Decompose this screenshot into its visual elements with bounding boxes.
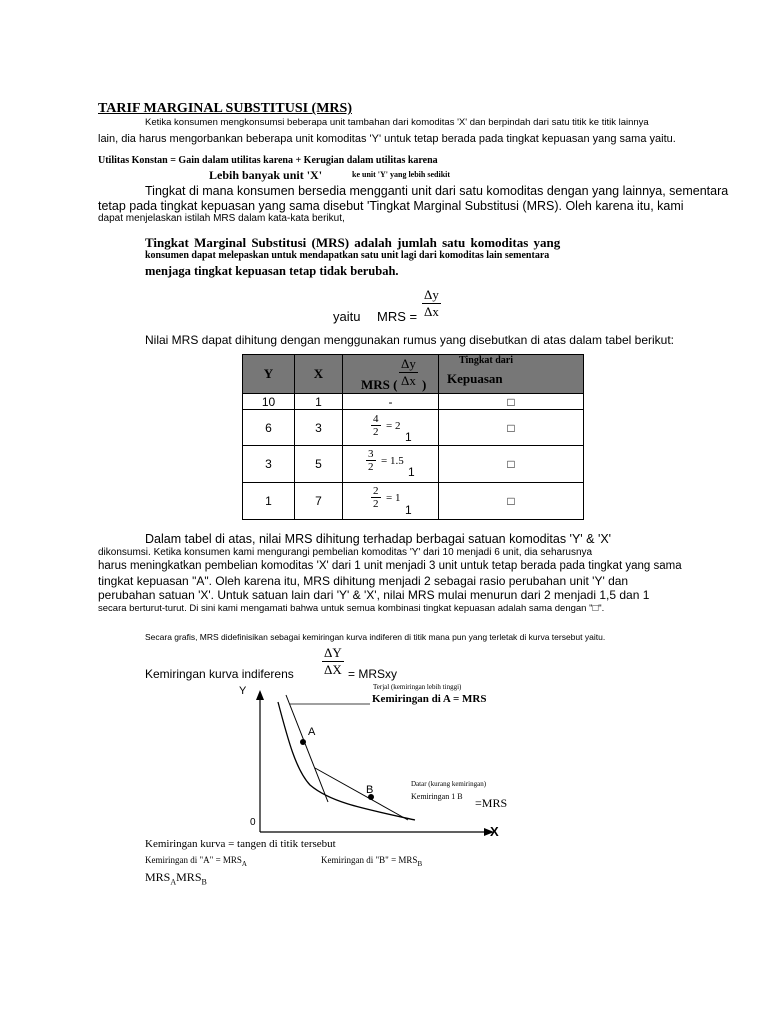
formula-lhs: MRS = <box>377 309 418 324</box>
para2-line-2: tetap pada tingkat kepuasan yang sama disebut 'Tingkat Marginal Substitusi (MRS). Oleh karena itu, kami <box>98 199 684 213</box>
formula-numerator: Δy <box>424 287 439 302</box>
mrs-num: 4 <box>373 413 379 425</box>
flat-note: Datar (kurang kemiringan) <box>411 780 487 788</box>
caption-slope-a-text: Kemiringan di "A" = MRS <box>145 855 242 865</box>
point-a-label: A <box>308 726 316 738</box>
cell-mrs <box>343 410 439 446</box>
cell-satisfaction: □ <box>439 446 584 483</box>
mrs-den: 2 <box>373 426 379 438</box>
indifference-curve-graph <box>230 680 520 840</box>
cell-x: 7 <box>295 483 343 520</box>
mrs-value: = 2 <box>386 420 401 432</box>
slope-equation: = MRSxy <box>348 667 398 681</box>
formula-prefix: yaitu <box>333 309 361 324</box>
tangent-b <box>315 768 408 820</box>
x-axis-label: X <box>490 824 499 839</box>
mrs-fraction <box>366 448 376 473</box>
header-sat-small: Tingkat dari <box>459 355 513 366</box>
caption-mrs-a-sub: A <box>170 877 177 887</box>
para3-line-3: harus meningkatkan pembelian komoditas 'X' dari 1 unit menjadi 3 unit untuk tetap berada pada tingkat yang sama <box>98 560 682 572</box>
definition-line-2: konsumen dapat melepaskan untuk mendapatkan satu unit lagi dari komoditas lain sementara <box>145 250 550 261</box>
y-axis-label: Y <box>239 685 247 697</box>
cell-y: 1 <box>243 483 295 520</box>
mrs-sub: 1 <box>405 503 412 517</box>
header-sat-big: Kepuasan <box>447 371 503 386</box>
header-mrs <box>343 355 439 394</box>
mrs-den: 2 <box>373 498 379 510</box>
cell-y: 6 <box>243 410 295 446</box>
slope-fraction <box>322 645 344 678</box>
header-mrs-suffix: ) <box>422 377 427 392</box>
flat-equation: =MRS <box>475 796 508 810</box>
para2-line-1: Tingkat di mana konsumen bersedia mengganti unit dari satu komoditas dengan yang lainnya, sementara <box>145 184 729 198</box>
cell-y: 3 <box>243 446 295 483</box>
utility-fewer-y: ke unit 'Y' yang lebih sedikit <box>352 170 451 179</box>
mrs-value: = 1 <box>386 492 401 504</box>
point-a-marker <box>300 739 306 745</box>
intro-line-2: lain, dia harus mengorbankan beberapa unit komoditas 'Y' untuk tetap berada pada tingkat kepuasan yang sama yaitu. <box>98 133 676 145</box>
caption-mrs-b: MRS <box>176 870 202 884</box>
para2-line-3: dapat menjelaskan istilah MRS dalam kata-kata berikut, <box>98 213 345 224</box>
tangent-a <box>286 695 328 802</box>
mrs-sub: 1 <box>405 430 412 444</box>
caption-mrs-a: MRS <box>145 870 171 884</box>
caption-slope-b <box>321 855 422 868</box>
para4: Secara grafis, MRS didefinisikan sebagai kemiringan kurva indiferen di titik mana pun yang terletak di kurva tersebut yaitu. <box>145 632 606 642</box>
page-title: TARIF MARGINAL SUBSTITUSI (MRS) <box>98 101 352 116</box>
table-row <box>243 394 584 410</box>
mrs-den: 2 <box>368 461 374 473</box>
cell-x: 3 <box>295 410 343 446</box>
utility-formula: Utilitas Konstan = Gain dalam utilitas karena + Kerugian dalam utilitas karena <box>98 155 438 166</box>
para3-line-6: secara berturut-turut. Di sini kami mengamati bahwa untuk semua kombinasi tingkat kepuasan adalah sama dengan "□". <box>98 603 605 614</box>
mrs-value: = 1.5 <box>381 455 404 467</box>
cell-y: 10 <box>243 394 295 410</box>
cell-satisfaction: □ <box>439 394 584 410</box>
caption-mrs-compare <box>145 870 207 886</box>
formula-denominator: Δx <box>424 304 439 319</box>
table-row <box>243 483 584 520</box>
slope-label: Kemiringan kurva indiferens <box>145 667 294 681</box>
para3-line-1: Dalam tabel di atas, nilai MRS dihitung terhadap berbagai satuan komoditas 'Y' & 'X' <box>145 532 612 546</box>
header-mrs-prefix: MRS ( <box>361 377 398 392</box>
caption-slope-a-sub: A <box>241 859 247 868</box>
table-header-row <box>243 355 584 394</box>
indifference-curve <box>278 702 415 820</box>
cell-satisfaction: □ <box>439 410 584 446</box>
header-mrs-num: Δy <box>401 356 416 371</box>
table-row <box>243 446 584 483</box>
para3-line-2: dikonsumsi. Ketika konsumen kami mengurangi pembelian komoditas 'Y' dari 10 menjadi 6 unit, dia seharusnya <box>98 547 593 558</box>
mrs-num: 3 <box>368 448 374 460</box>
cell-mrs <box>343 446 439 483</box>
header-x: X <box>295 355 343 394</box>
definition-line-1: Tingkat Marginal Substitusi (MRS) adalah jumlah satu komoditas yang <box>145 235 561 250</box>
mrs-fraction <box>371 485 381 510</box>
para3-line-4: tingkat kepuasan "A". Oleh karena itu, MRS dihitung menjadi 2 sebagai rasio perubahan unit 'Y' dan <box>98 574 629 588</box>
mrs-table <box>242 354 584 520</box>
flat-label: Kemiringan 1 B <box>411 792 463 801</box>
cell-satisfaction: □ <box>439 483 584 520</box>
utility-more-x: Lebih banyak unit 'X' <box>209 168 323 182</box>
table-row <box>243 410 584 446</box>
table-intro: Nilai MRS dapat dihitung dengan menggunakan rumus yang disebutkan di atas dalam tabel berikut: <box>145 333 674 347</box>
caption-slope-a <box>145 855 247 868</box>
header-mrs-fraction <box>399 356 418 389</box>
y-axis-arrow <box>256 690 264 700</box>
cell-mrs <box>343 483 439 520</box>
intro-line-1: Ketika konsumen mengkonsumsi beberapa unit tambahan dari komoditas 'X' dan berpindah dari satu titik ke titik lainnya <box>145 117 649 128</box>
definition-line-3: menjaga tingkat kepuasan tetap tidak berubah. <box>145 264 399 278</box>
point-b-label: B <box>366 784 374 796</box>
cell-mrs: - <box>343 394 439 410</box>
mrs-sub: 1 <box>408 465 415 479</box>
steep-label: Kemiringan di A = MRS <box>372 693 487 705</box>
cell-x: 1 <box>295 394 343 410</box>
mrs-num: 2 <box>373 485 379 497</box>
caption-slope-b-text: Kemiringan di "B" = MRS <box>321 855 418 865</box>
steep-note: Terjal (kemiringan lebih tinggi) <box>373 683 462 691</box>
mrs-fraction <box>371 413 381 438</box>
origin-label: 0 <box>250 817 256 828</box>
para3-line-5: perubahan satuan 'X'. Untuk satuan lain dari 'Y' & 'X', nilai MRS mulai menurun dari 2 menjadi 1,5 dan 1 <box>98 588 650 602</box>
formula-fraction <box>422 287 441 320</box>
header-y: Y <box>243 355 295 394</box>
caption-mrs-b-sub: B <box>201 877 207 887</box>
header-satisfaction <box>439 355 584 394</box>
cell-x: 5 <box>295 446 343 483</box>
slope-denominator: ΔX <box>324 662 342 677</box>
header-mrs-den: Δx <box>401 373 416 388</box>
caption-tangent: Kemiringan kurva = tangen di titik tersebut <box>145 838 336 850</box>
caption-slope-b-sub: B <box>417 859 423 868</box>
slope-numerator: ΔY <box>324 645 342 660</box>
